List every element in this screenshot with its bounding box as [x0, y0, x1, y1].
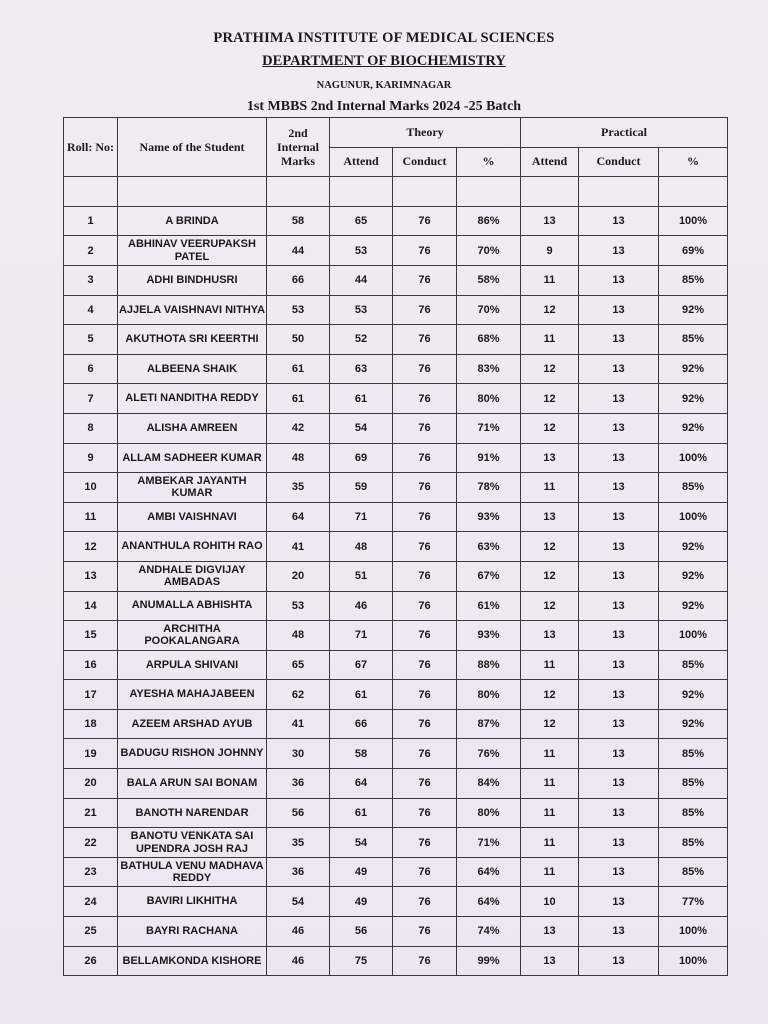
roll-cell: 24 — [64, 887, 118, 917]
marks-table — [63, 117, 728, 976]
practical-pct-cell: 92% — [659, 561, 728, 591]
theory-pct-cell: 61% — [457, 591, 521, 621]
theory-attend-cell: 56 — [330, 917, 393, 947]
practical-conduct-cell: 13 — [579, 295, 659, 325]
practical-attend-cell: 10 — [521, 887, 579, 917]
student-name-cell: ALISHA AMREEN — [118, 413, 267, 443]
practical-conduct-cell: 13 — [579, 621, 659, 651]
practical-pct-cell: 92% — [659, 384, 728, 414]
practical-attend-cell: 13 — [521, 502, 579, 532]
practical-conduct-cell: 13 — [579, 680, 659, 710]
table-row — [64, 828, 728, 858]
practical-attend-cell: 13 — [521, 917, 579, 947]
practical-attend-cell: 12 — [521, 384, 579, 414]
practical-attend-cell: 12 — [521, 680, 579, 710]
practical-conduct-cell: 13 — [579, 887, 659, 917]
roll-cell: 14 — [64, 591, 118, 621]
table-row — [64, 354, 728, 384]
roll-cell: 25 — [64, 917, 118, 947]
practical-conduct-cell: 13 — [579, 561, 659, 591]
student-name-cell: BALA ARUN SAI BONAM — [118, 769, 267, 799]
col-name-header: Name of the Student — [118, 118, 267, 177]
theory-pct-cell: 78% — [457, 473, 521, 503]
theory-conduct-cell: 76 — [393, 917, 457, 947]
theory-attend-cell: 75 — [330, 946, 393, 976]
theory-attend-cell: 69 — [330, 443, 393, 473]
student-name-cell: AKUTHOTA SRI KEERTHI — [118, 325, 267, 355]
practical-pct-cell: 85% — [659, 265, 728, 295]
theory-pct-cell: 64% — [457, 887, 521, 917]
theory-pct-cell: 88% — [457, 650, 521, 680]
theory-conduct-cell: 76 — [393, 739, 457, 769]
theory-pct-cell: 68% — [457, 325, 521, 355]
theory-pct-cell: 93% — [457, 621, 521, 651]
practical-conduct-cell: 13 — [579, 354, 659, 384]
practical-conduct-cell: 13 — [579, 384, 659, 414]
practical-pct-cell: 92% — [659, 680, 728, 710]
theory-pct-cell: 70% — [457, 295, 521, 325]
theory-pct-cell: 80% — [457, 680, 521, 710]
theory-conduct-header: Conduct — [393, 147, 457, 177]
internal-marks-cell: 48 — [267, 621, 330, 651]
practical-conduct-cell: 13 — [579, 265, 659, 295]
roll-cell: 19 — [64, 739, 118, 769]
internal-marks-cell: 41 — [267, 709, 330, 739]
practical-attend-cell: 11 — [521, 739, 579, 769]
table-row — [64, 384, 728, 414]
practical-attend-cell: 13 — [521, 946, 579, 976]
theory-attend-cell: 65 — [330, 206, 393, 236]
table-row — [64, 265, 728, 295]
practical-pct-cell: 92% — [659, 532, 728, 562]
roll-cell: 21 — [64, 798, 118, 828]
theory-conduct-cell: 76 — [393, 769, 457, 799]
theory-pct-cell: 87% — [457, 709, 521, 739]
table-row — [64, 621, 728, 651]
practical-attend-header: Attend — [521, 147, 579, 177]
table-row — [64, 206, 728, 236]
practical-attend-cell: 12 — [521, 709, 579, 739]
practical-conduct-cell: 13 — [579, 798, 659, 828]
practical-conduct-cell: 13 — [579, 473, 659, 503]
practical-attend-cell: 9 — [521, 236, 579, 266]
internal-marks-cell: 65 — [267, 650, 330, 680]
theory-pct-cell: 64% — [457, 857, 521, 887]
table-row — [64, 443, 728, 473]
roll-cell: 8 — [64, 413, 118, 443]
practical-pct-cell: 100% — [659, 917, 728, 947]
student-name-cell: AMBI VAISHNAVI — [118, 502, 267, 532]
theory-attend-cell: 61 — [330, 384, 393, 414]
theory-conduct-cell: 76 — [393, 236, 457, 266]
practical-group-header: Practical — [521, 118, 728, 148]
internal-marks-cell: 53 — [267, 591, 330, 621]
theory-conduct-cell: 76 — [393, 591, 457, 621]
theory-conduct-cell: 76 — [393, 857, 457, 887]
theory-attend-cell: 51 — [330, 561, 393, 591]
practical-attend-cell: 13 — [521, 206, 579, 236]
theory-attend-cell: 52 — [330, 325, 393, 355]
internal-marks-cell: 30 — [267, 739, 330, 769]
theory-pct-cell: 80% — [457, 798, 521, 828]
student-name-cell: ABHINAV VEERUPAKSH PATEL — [118, 236, 267, 266]
theory-conduct-cell: 76 — [393, 325, 457, 355]
theory-pct-cell: 71% — [457, 413, 521, 443]
student-name-cell: AJJELA VAISHNAVI NITHYA — [118, 295, 267, 325]
theory-conduct-cell: 76 — [393, 502, 457, 532]
theory-pct-cell: 91% — [457, 443, 521, 473]
student-name-cell: BANOTH NARENDAR — [118, 798, 267, 828]
student-name-cell: ANANTHULA ROHITH RAO — [118, 532, 267, 562]
practical-attend-cell: 12 — [521, 295, 579, 325]
theory-pct-cell: 70% — [457, 236, 521, 266]
roll-cell: 6 — [64, 354, 118, 384]
internal-marks-cell: 36 — [267, 857, 330, 887]
table-row — [64, 413, 728, 443]
theory-pct-cell: 58% — [457, 265, 521, 295]
practical-attend-cell: 12 — [521, 561, 579, 591]
practical-pct-cell: 100% — [659, 621, 728, 651]
internal-marks-cell: 50 — [267, 325, 330, 355]
practical-attend-cell: 13 — [521, 621, 579, 651]
roll-cell: 1 — [64, 206, 118, 236]
internal-marks-cell: 20 — [267, 561, 330, 591]
practical-conduct-cell: 13 — [579, 236, 659, 266]
student-name-cell: AYESHA MAHAJABEEN — [118, 680, 267, 710]
roll-cell: 4 — [64, 295, 118, 325]
practical-conduct-cell: 13 — [579, 532, 659, 562]
theory-conduct-cell: 76 — [393, 828, 457, 858]
internal-marks-cell: 56 — [267, 798, 330, 828]
table-row — [64, 236, 728, 266]
table-row — [64, 561, 728, 591]
practical-pct-cell: 92% — [659, 591, 728, 621]
theory-attend-cell: 49 — [330, 887, 393, 917]
roll-cell: 3 — [64, 265, 118, 295]
roll-cell: 11 — [64, 502, 118, 532]
table-row — [64, 709, 728, 739]
table-row — [64, 591, 728, 621]
table-row — [64, 769, 728, 799]
table-row — [64, 946, 728, 976]
theory-attend-cell: 71 — [330, 502, 393, 532]
practical-conduct-cell: 13 — [579, 828, 659, 858]
roll-cell: 12 — [64, 532, 118, 562]
roll-cell: 7 — [64, 384, 118, 414]
theory-pct-cell: 93% — [457, 502, 521, 532]
practical-conduct-cell: 13 — [579, 857, 659, 887]
internal-marks-cell: 35 — [267, 473, 330, 503]
col-internal-header: 2nd Internal Marks — [267, 118, 330, 177]
theory-conduct-cell: 76 — [393, 887, 457, 917]
institute-name: PRATHIMA INSTITUTE OF MEDICAL SCIENCES — [213, 30, 555, 46]
theory-attend-cell: 54 — [330, 828, 393, 858]
theory-group-header: Theory — [330, 118, 521, 148]
internal-marks-cell: 64 — [267, 502, 330, 532]
practical-conduct-cell: 13 — [579, 946, 659, 976]
practical-conduct-cell: 13 — [579, 502, 659, 532]
practical-attend-cell: 11 — [521, 828, 579, 858]
practical-pct-cell: 77% — [659, 887, 728, 917]
practical-conduct-cell: 13 — [579, 206, 659, 236]
table-header-row — [64, 118, 728, 148]
table-row — [64, 325, 728, 355]
theory-attend-cell: 49 — [330, 857, 393, 887]
internal-marks-cell: 35 — [267, 828, 330, 858]
roll-cell: 2 — [64, 236, 118, 266]
practical-pct-cell: 92% — [659, 354, 728, 384]
table-row — [64, 295, 728, 325]
practical-conduct-cell: 13 — [579, 650, 659, 680]
theory-pct-cell: 67% — [457, 561, 521, 591]
practical-pct-cell: 85% — [659, 828, 728, 858]
table-row — [64, 739, 728, 769]
theory-conduct-cell: 76 — [393, 265, 457, 295]
theory-conduct-cell: 76 — [393, 680, 457, 710]
table-row — [64, 532, 728, 562]
marks-table-body — [64, 206, 728, 975]
theory-conduct-cell: 76 — [393, 946, 457, 976]
table-row — [64, 473, 728, 503]
theory-pct-cell: 83% — [457, 354, 521, 384]
student-name-cell: BATHULA VENU MADHAVA REDDY — [118, 857, 267, 887]
internal-marks-cell: 42 — [267, 413, 330, 443]
theory-pct-cell: 71% — [457, 828, 521, 858]
department-name: DEPARTMENT OF BIOCHEMISTRY — [262, 53, 506, 69]
roll-cell: 5 — [64, 325, 118, 355]
table-row — [64, 917, 728, 947]
practical-attend-cell: 11 — [521, 473, 579, 503]
practical-conduct-cell: 13 — [579, 443, 659, 473]
practical-pct-cell: 100% — [659, 443, 728, 473]
theory-conduct-cell: 76 — [393, 413, 457, 443]
practical-pct-cell: 92% — [659, 709, 728, 739]
practical-conduct-header: Conduct — [579, 147, 659, 177]
student-name-cell: BADUGU RISHON JOHNNY — [118, 739, 267, 769]
practical-conduct-cell: 13 — [579, 325, 659, 355]
student-name-cell: A BRINDA — [118, 206, 267, 236]
theory-conduct-cell: 76 — [393, 354, 457, 384]
student-name-cell: ANUMALLA ABHISHTA — [118, 591, 267, 621]
table-row — [64, 680, 728, 710]
theory-pct-cell: 74% — [457, 917, 521, 947]
theory-attend-cell: 48 — [330, 532, 393, 562]
practical-conduct-cell: 13 — [579, 769, 659, 799]
theory-attend-cell: 71 — [330, 621, 393, 651]
student-name-cell: ADHI BINDHUSRI — [118, 265, 267, 295]
internal-marks-cell: 41 — [267, 532, 330, 562]
theory-pct-header: % — [457, 147, 521, 177]
theory-conduct-cell: 76 — [393, 650, 457, 680]
theory-attend-cell: 53 — [330, 236, 393, 266]
theory-attend-cell: 67 — [330, 650, 393, 680]
student-name-cell: AMBEKAR JAYANTH KUMAR — [118, 473, 267, 503]
student-name-cell: ARCHITHA POOKALANGARA — [118, 621, 267, 651]
practical-pct-cell: 85% — [659, 857, 728, 887]
practical-pct-cell: 85% — [659, 473, 728, 503]
theory-attend-cell: 61 — [330, 680, 393, 710]
theory-pct-cell: 99% — [457, 946, 521, 976]
practical-attend-cell: 11 — [521, 857, 579, 887]
header-gap-row — [64, 177, 728, 207]
roll-cell: 13 — [64, 561, 118, 591]
document-title: 1st MBBS 2nd Internal Marks 2024 -25 Batch — [246, 99, 522, 114]
practical-attend-cell: 12 — [521, 532, 579, 562]
roll-cell: 23 — [64, 857, 118, 887]
internal-marks-cell: 62 — [267, 680, 330, 710]
theory-attend-cell: 53 — [330, 295, 393, 325]
student-name-cell: ALETI NANDITHA REDDY — [118, 384, 267, 414]
theory-attend-cell: 44 — [330, 265, 393, 295]
table-row — [64, 650, 728, 680]
internal-marks-cell: 61 — [267, 354, 330, 384]
roll-cell: 18 — [64, 709, 118, 739]
theory-conduct-cell: 76 — [393, 709, 457, 739]
theory-pct-cell: 63% — [457, 532, 521, 562]
theory-attend-cell: 66 — [330, 709, 393, 739]
internal-marks-cell: 53 — [267, 295, 330, 325]
roll-cell: 17 — [64, 680, 118, 710]
theory-attend-cell: 54 — [330, 413, 393, 443]
theory-attend-cell: 61 — [330, 798, 393, 828]
roll-cell: 9 — [64, 443, 118, 473]
internal-marks-cell: 46 — [267, 946, 330, 976]
student-name-cell: ALLAM SADHEER KUMAR — [118, 443, 267, 473]
practical-pct-cell: 85% — [659, 325, 728, 355]
student-name-cell: BANOTU VENKATA SAI UPENDRA JOSH RAJ — [118, 828, 267, 858]
practical-attend-cell: 11 — [521, 265, 579, 295]
practical-pct-cell: 100% — [659, 946, 728, 976]
table-row — [64, 502, 728, 532]
practical-attend-cell: 12 — [521, 354, 579, 384]
theory-conduct-cell: 76 — [393, 206, 457, 236]
theory-conduct-cell: 76 — [393, 561, 457, 591]
theory-conduct-cell: 76 — [393, 621, 457, 651]
practical-conduct-cell: 13 — [579, 917, 659, 947]
internal-marks-cell: 46 — [267, 917, 330, 947]
practical-attend-cell: 11 — [521, 798, 579, 828]
theory-attend-cell: 59 — [330, 473, 393, 503]
practical-pct-cell: 85% — [659, 769, 728, 799]
theory-conduct-cell: 76 — [393, 443, 457, 473]
student-name-cell: ARPULA SHIVANI — [118, 650, 267, 680]
internal-marks-cell: 48 — [267, 443, 330, 473]
practical-pct-cell: 85% — [659, 739, 728, 769]
col-roll-header: Roll: No: — [64, 118, 118, 177]
practical-pct-cell: 100% — [659, 502, 728, 532]
theory-pct-cell: 76% — [457, 739, 521, 769]
theory-attend-header: Attend — [330, 147, 393, 177]
student-name-cell: AZEEM ARSHAD AYUB — [118, 709, 267, 739]
practical-conduct-cell: 13 — [579, 591, 659, 621]
roll-cell: 26 — [64, 946, 118, 976]
theory-pct-cell: 84% — [457, 769, 521, 799]
theory-conduct-cell: 76 — [393, 532, 457, 562]
practical-conduct-cell: 13 — [579, 739, 659, 769]
internal-marks-cell: 61 — [267, 384, 330, 414]
student-name-cell: ALBEENA SHAIK — [118, 354, 267, 384]
theory-conduct-cell: 76 — [393, 384, 457, 414]
theory-conduct-cell: 76 — [393, 473, 457, 503]
roll-cell: 16 — [64, 650, 118, 680]
practical-attend-cell: 12 — [521, 591, 579, 621]
practical-attend-cell: 12 — [521, 413, 579, 443]
student-name-cell: BELLAMKONDA KISHORE — [118, 946, 267, 976]
practical-conduct-cell: 13 — [579, 413, 659, 443]
table-row — [64, 887, 728, 917]
table-row — [64, 798, 728, 828]
roll-cell: 22 — [64, 828, 118, 858]
internal-marks-cell: 54 — [267, 887, 330, 917]
theory-attend-cell: 46 — [330, 591, 393, 621]
practical-pct-cell: 100% — [659, 206, 728, 236]
practical-pct-cell: 85% — [659, 650, 728, 680]
internal-marks-cell: 58 — [267, 206, 330, 236]
practical-attend-cell: 11 — [521, 650, 579, 680]
student-name-cell: ANDHALE DIGVIJAY AMBADAS — [118, 561, 267, 591]
theory-pct-cell: 86% — [457, 206, 521, 236]
theory-conduct-cell: 76 — [393, 798, 457, 828]
practical-attend-cell: 13 — [521, 443, 579, 473]
roll-cell: 15 — [64, 621, 118, 651]
roll-cell: 20 — [64, 769, 118, 799]
theory-conduct-cell: 76 — [393, 295, 457, 325]
theory-attend-cell: 64 — [330, 769, 393, 799]
theory-attend-cell: 63 — [330, 354, 393, 384]
practical-pct-cell: 92% — [659, 295, 728, 325]
practical-pct-cell: 92% — [659, 413, 728, 443]
practical-pct-cell: 85% — [659, 798, 728, 828]
practical-pct-header: % — [659, 147, 728, 177]
roll-cell: 10 — [64, 473, 118, 503]
student-name-cell: BAVIRI LIKHITHA — [118, 887, 267, 917]
table-row — [64, 857, 728, 887]
student-name-cell: BAYRI RACHANA — [118, 917, 267, 947]
practical-conduct-cell: 13 — [579, 709, 659, 739]
practical-attend-cell: 11 — [521, 325, 579, 355]
theory-pct-cell: 80% — [457, 384, 521, 414]
practical-attend-cell: 11 — [521, 769, 579, 799]
location-line: NAGUNUR, KARIMNAGAR — [316, 80, 452, 91]
practical-pct-cell: 69% — [659, 236, 728, 266]
internal-marks-cell: 36 — [267, 769, 330, 799]
internal-marks-cell: 66 — [267, 265, 330, 295]
theory-attend-cell: 58 — [330, 739, 393, 769]
internal-marks-cell: 44 — [267, 236, 330, 266]
